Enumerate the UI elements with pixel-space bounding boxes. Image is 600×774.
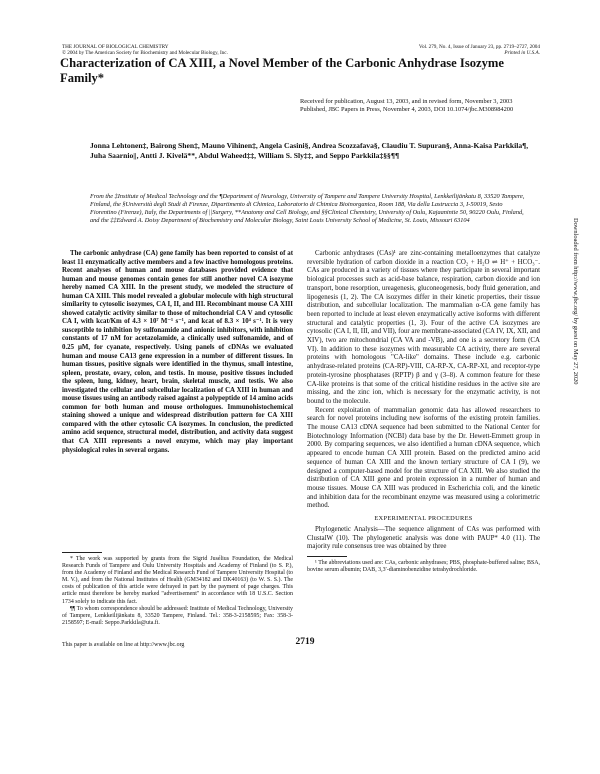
journal-name: THE JOURNAL OF BIOLOGICAL CHEMISTRY (62, 44, 169, 50)
running-header-left (62, 44, 302, 57)
main-text-column (307, 250, 540, 552)
page-number: 2719 (295, 637, 315, 647)
intro-paragraph-1: Carbonic anhydrases (CAs)¹ are zinc-containing metalloenzymes that catalyze reversible hydration of carbon dioxide in a reaction CO₂ + H₂O ⇌ H⁺ + HCO₃⁻. CAs are produced in a variety of tissues where they participate in several important biological processes such as acid-base balance, respiration, carbon dioxide and ion transport, bone resorption, ureagenesis, gluconeogenesis, body fluid generation, and lipogenesis (1, 2). The CA isozymes differ in their kinetic properties, their tissue distribution, and subcellular localization. The mammalian α-CA gene family has been reported to include at least eleven enzymatically active isoforms with different structural and catalytic properties (1, 3). Four of the active CA isozymes are cytosolic (CA I, II, III, and VII), four are membrane-associated (CA IV, IX, XII, and XIV), two are mitochondrial (CA VA and -VB), and one is a secretory form (CA VI). In addition to these isozymes with measurable CA activity, there are several proteins with homologous "CA-like" domains. These include e.g. carbonic anhydrase-related proteins (CA-RP)-VIII, CA-RP-X, CA-RP-XI, and receptor-type protein-tyrosine phosphatases (RPTP) β and γ (3–8). A common feature for these CA-like proteins is that some of the critical histidine residues in the active site are missing, and the zinc ion, which is necessary for the enzymatic activity, is not bound to the molecule. (307, 250, 540, 405)
author-list: Jonna Lehtonen‡, Bairong Shen‡, Mauno Vihinen‡, Angela Casini§, Andrea Scozzafava§, Claudiu T. Supuran§, Anna-Kaisa Parkkila¶, Juha Saarnio||, Antti J. Kivelä**, Abdul Waheed‡‡, William S. Sly‡‡, and Seppo Parkkila‡§§¶¶ (90, 141, 529, 161)
footnote-rule-left (62, 552, 102, 553)
footnotes-left (62, 556, 293, 627)
funding-footnote: * The work was supported by grants from the Sigrid Jusélius Foundation, the Medical Research Funds of Tampere and Oulu University Hospitals and Academy of Finland (to S. P.), from the Academy of Finland and the Medical Research Fund of Tampere University Hospital (to M. V.), and from the National Institutes of Health (GM34182 and DK40163) (to W. S. S.). The costs of publication of this article were defrayed in part by the payment of page charges. This article must therefore be hereby marked "advertisement" in accordance with 18 U.S.C. Section 1734 solely to indicate this fact. (62, 556, 293, 605)
correspondence-footnote: ¶¶ To whom correspondence should be addressed: Institute of Medical Technology, University of Tampere, Lenkkeilijänkatu 8, 33520 Tampere, Finland. Tel.: 358-3-2158595; Fax: 358-3-2158597; E-mail: Seppo.Parkkila@uta.fi. (62, 605, 293, 626)
footer-url: This paper is available on line at http://www.jbc.org (62, 642, 185, 648)
phylo-paragraph: Phylogenetic Analysis—The sequence alignment of CAs was performed with ClustalW (10). The phylogenetic analysis was done with PAUP* 4.0 (11). The majority rule consensus tree was obtained by three (307, 525, 540, 551)
affiliations: From the ‡Institute of Medical Technology and the ¶Department of Neurology, University of Tampere and Tampere University Hospital, Lenkkeilijänkatu 8, 33520 Tampere, Finland, the §Università degli Studi di Firenze, Dipartimento di Chimica, Laboratorio di Chimica Bioinorganica, Room 188, Via della Lastruccia 3, I-50019, Sesto Fiorentino (Firenze), Italy, the Departments of ||Surgery, **Anatomy and Cell Biology, and §§Clinical Chemistry, University of Oulu, Kajaanintie 50, 90220 Oulu, Finland, and the ‡‡Edward A. Doisy Department of Biochemistry and Molecular Biology, Saint Louis University School of Medicine, St. Louis, Missouri 63104 (90, 193, 525, 224)
running-header-right (330, 44, 540, 57)
abbreviations-footnote (307, 560, 540, 574)
copyright-line: © 2004 by The American Society for Biochemistry and Molecular Biology, Inc. (62, 50, 228, 57)
footnote-rule-right (307, 556, 347, 557)
download-notice: Downloaded from http://www.jbc.org/ by guest on May 27, 2020 (572, 218, 579, 385)
intro-paragraph-2: Recent exploitation of mammalian genomic data has allowed researchers to search for novel proteins including new isoforms of the existing protein families. The mouse CA13 cDNA sequence had been submitted to the National Center for Biotechnology Information (NCBI) data base by the Dr. Hewett-Emmett group in 2000. By comparing sequences, we also identified a human cDNA sequence, which appeared to encode human CA XIII protein. Based on the predicted amino acid sequence of human CA XIII and the known tertiary structure of CA I (9), we designed a computer-based model for the structure of CA XIII. We also studied the distribution of CA XIII gene and protein expression in a number of human and mouse tissues. Mouse CA XIII was produced in Escherichia coli, and the kinetic and inhibition data for the recombinant enzyme was measured using a colorimetric method. (307, 406, 540, 510)
abstract (62, 250, 293, 455)
abbreviations-text: ¹ The abbreviations used are: CAs, carbonic anhydrases; PBS, phosphate-buffered saline; BSA, bovine serum albumin; DAB, 3,3′-diaminobenzidine tetrahydrochloride. (307, 560, 540, 574)
received-dates: Received for publication, August 13, 2003, and in revised form, November 3, 2003 Published, JBC Papers in Press, November 4, 2003, DOI 10.1074/jbc.M308984200 (300, 98, 514, 114)
download-sidebar (566, 218, 580, 578)
printed-line: Printed in U.S.A. (504, 50, 540, 57)
abstract-text: The carbonic anhydrase (CA) gene family has been reported to consist of at least 11 enzymatically active members and a few inactive homologous proteins. Recent analyses of human and mouse databases provided evidence that human and mouse genomes contain genes for still another novel CA isozyme hereby named CA XIII. In the present study, we modeled the structure of human CA XIII. This model revealed a globular molecule with high structural similarity to cytosolic isozymes, CA I, II, and III. Recombinant mouse CA XIII showed catalytic activity similar to those of mitochondrial CA V and cytosolic CA I, with kcat/Km of 4.3 × 10⁷ M⁻¹ s⁻¹, and kcat of 8.3 × 10⁴ s⁻¹. It is very susceptible to inhibition by sulfonamide and anionic inhibitors, with inhibition constants of 17 nM for acetazolamide, a clinically used sulfonamide, and of 0.25 μM, for cyanate, respectively. Using panels of cDNAs we evaluated human and mouse CA13 gene expression in a number of different tissues. In human tissues, positive signals were identified in the thymus, small intestine, spleen, prostate, ovary, colon, and testis. In mouse, positive tissues included the spleen, lung, kidney, heart, brain, skeletal muscle, and testis. We also investigated the cellular and subcellular localization of CA XIII in human and mouse tissues using an antibody raised against a polypeptide of 14 amino acids common for both human and mouse orthologues. Immunohistochemical staining showed a unique and widespread distribution pattern for CA XIII compared with the other cytosolic CA isozymes. In conclusion, the predicted amino acid sequence, structural model, distribution, and activity data suggest that CA XIII represents a novel enzyme, which may play important physiological roles in several organs. (62, 250, 293, 454)
volume-line: Vol. 279, No. 4, Issue of January 23, pp. 2719–2727, 2004 (418, 44, 540, 50)
article-title: Characterization of CA XIII, a Novel Member of the Carbonic Anhydrase Isozyme Family* (60, 56, 504, 85)
procedures-heading: EXPERIMENTAL PROCEDURES (374, 515, 473, 523)
